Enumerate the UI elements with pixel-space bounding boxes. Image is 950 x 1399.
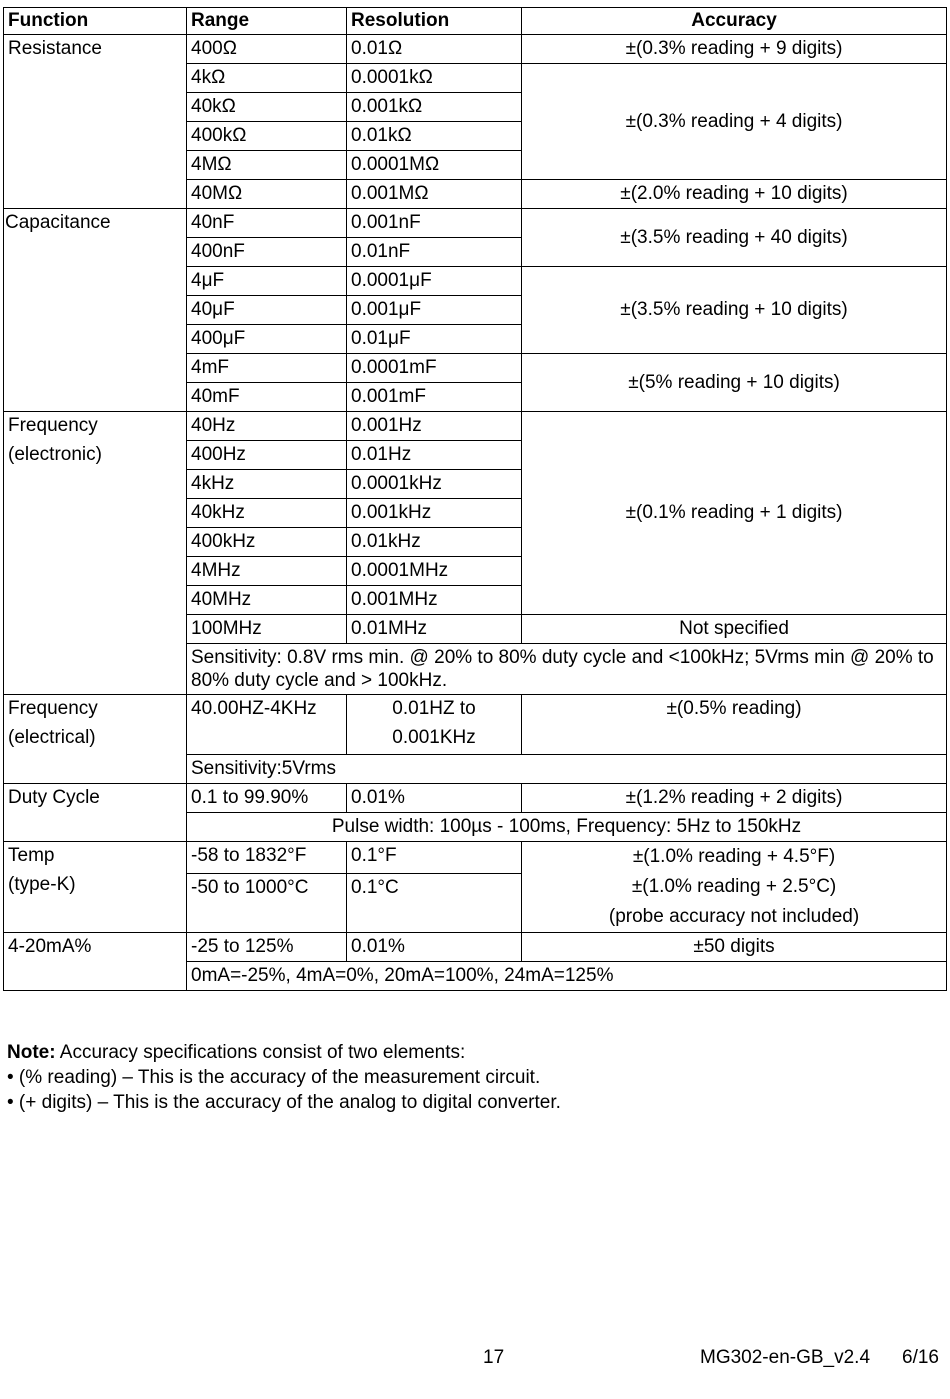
range-cell: 4μF (187, 267, 347, 296)
resolution-cell: 0.0001kΩ (347, 64, 522, 93)
page-number: 17 (483, 1347, 505, 1368)
note-label: Note: (7, 1042, 56, 1063)
accuracy-cell: ±(0.1% reading + 1 digits) (522, 412, 947, 615)
resolution-cell (347, 695, 522, 755)
range-cell: 40μF (187, 296, 347, 325)
resolution-cell: 0.0001MΩ (347, 151, 522, 180)
resolution-cell: 0.01MHz (347, 615, 522, 644)
range-cell: 4kΩ (187, 64, 347, 93)
range-cell: 40mF (187, 383, 347, 412)
resolution-cell: 0.001kHz (347, 499, 522, 528)
range-cell: 40Hz (187, 412, 347, 441)
resolution-cell: 0.01Ω (347, 35, 522, 64)
ma-mapping-note: 0mA=-25%, 4mA=0%, 20mA=100%, 24mA=125% (187, 962, 947, 991)
accuracy-cell: ±50 digits (522, 933, 947, 962)
range-cell: 4MHz (187, 557, 347, 586)
range-cell: 4mF (187, 354, 347, 383)
accuracy-cell: ±(0.3% reading + 4 digits) (522, 64, 947, 180)
header-accuracy: Accuracy (522, 8, 947, 35)
function-label: Temp (8, 845, 55, 866)
note-intro (7, 1040, 937, 1065)
range-cell: -50 to 1000°C (187, 874, 347, 933)
resolution-cell: 0.0001MHz (347, 557, 522, 586)
range-cell: 400Hz (187, 441, 347, 470)
range-cell: 4kHz (187, 470, 347, 499)
resolution-cell: 0.01kΩ (347, 122, 522, 151)
specifications-table (3, 7, 947, 991)
function-ma-percent: 4-20mA% (4, 933, 187, 991)
range-cell: 400μF (187, 325, 347, 354)
pulse-width-note: Pulse width: 100µs - 100ms, Frequency: 5Hz to 150kHz (187, 813, 947, 842)
table-row (4, 35, 947, 64)
range-cell: -25 to 125% (187, 933, 347, 962)
document-code: MG302-en-GB_v2.4 (700, 1347, 871, 1368)
range-cell: 40MHz (187, 586, 347, 615)
range-cell: 400kHz (187, 528, 347, 557)
table-row (4, 209, 947, 238)
sensitivity-note: Sensitivity: 0.8V rms min. @ 20% to 80% duty cycle and <100kHz; 5Vrms min @ 20% to 80% duty cycle and > 100kHz. (187, 644, 947, 695)
function-sublabel: (type-K) (8, 874, 76, 895)
table-row (4, 842, 947, 874)
resolution-cell: 0.001Hz (347, 412, 522, 441)
accuracy-cell: ±(5% reading + 10 digits) (522, 354, 947, 412)
function-frequency-electrical (4, 695, 187, 784)
accuracy-cell (522, 842, 947, 933)
function-resistance: Resistance (4, 35, 187, 209)
table-row (4, 695, 947, 755)
resolution-cell: 0.01kHz (347, 528, 522, 557)
resolution-cell: 0.01μF (347, 325, 522, 354)
sensitivity-note: Sensitivity:5Vrms (187, 755, 947, 784)
accuracy-cell: ±(3.5% reading + 40 digits) (522, 209, 947, 267)
range-cell: 40nF (187, 209, 347, 238)
range-cell: 40kHz (187, 499, 347, 528)
note-bullet: • (+ digits) – This is the accuracy of the analog to digital converter. (7, 1092, 561, 1113)
header-range: Range (187, 8, 347, 35)
function-capacitance: Capacitance (4, 209, 187, 412)
resolution-cell: 0.001MHz (347, 586, 522, 615)
range-cell: 40MΩ (187, 180, 347, 209)
resolution-cell: 0.01nF (347, 238, 522, 267)
table-row (4, 933, 947, 962)
function-label: Frequency (8, 415, 98, 436)
resolution-line: 0.001KHz (392, 727, 476, 748)
resolution-cell: 0.001nF (347, 209, 522, 238)
range-cell: 4MΩ (187, 151, 347, 180)
resolution-cell: 0.001MΩ (347, 180, 522, 209)
function-frequency-electronic (4, 412, 187, 695)
range-cell: 0.1 to 99.90% (187, 784, 347, 813)
accuracy-cell: Not specified (522, 615, 947, 644)
accuracy-cell: ±(3.5% reading + 10 digits) (522, 267, 947, 354)
resolution-cell: 0.0001μF (347, 267, 522, 296)
resolution-cell: 0.01Hz (347, 441, 522, 470)
resolution-cell: 0.001mF (347, 383, 522, 412)
accuracy-cell: ±(0.3% reading + 9 digits) (522, 35, 947, 64)
resolution-cell: 0.1°F (347, 842, 522, 874)
range-cell: 400Ω (187, 35, 347, 64)
range-cell: 100MHz (187, 615, 347, 644)
resolution-cell: 0.001μF (347, 296, 522, 325)
accuracy-line: (probe accuracy not included) (608, 906, 860, 927)
table-header-row (4, 8, 947, 35)
header-resolution: Resolution (347, 8, 522, 35)
accuracy-line: ±(1.0% reading + 4.5°F) (632, 846, 836, 867)
resolution-cell: 0.1°C (347, 874, 522, 933)
note-bullet: • (% reading) – This is the accuracy of the measurement circuit. (7, 1067, 541, 1088)
table-row (4, 412, 947, 441)
accuracy-line: ±(1.0% reading + 2.5°C) (631, 876, 837, 897)
accuracy-notes (7, 1040, 937, 1115)
resolution-cell: 0.01% (347, 784, 522, 813)
resolution-cell: 0.0001kHz (347, 470, 522, 499)
function-duty-cycle: Duty Cycle (4, 784, 187, 842)
header-function: Function (4, 8, 187, 35)
function-sublabel: (electronic) (8, 444, 102, 465)
range-cell: 400kΩ (187, 122, 347, 151)
range-cell: 40.00HZ-4KHz (187, 695, 347, 755)
accuracy-cell: ±(0.5% reading) (522, 695, 947, 755)
resolution-cell: 0.0001mF (347, 354, 522, 383)
function-temp (4, 842, 187, 933)
range-cell: -58 to 1832°F (187, 842, 347, 874)
resolution-cell: 0.01% (347, 933, 522, 962)
accuracy-cell: ±(1.2% reading + 2 digits) (522, 784, 947, 813)
table-row (4, 784, 947, 813)
range-cell: 400nF (187, 238, 347, 267)
resolution-line: 0.01HZ to (392, 698, 476, 719)
resolution-cell: 0.001kΩ (347, 93, 522, 122)
range-cell: 40kΩ (187, 93, 347, 122)
function-sublabel: (electrical) (8, 727, 96, 748)
accuracy-cell: ±(2.0% reading + 10 digits) (522, 180, 947, 209)
document-page: 6/16 (902, 1347, 939, 1368)
function-label: Frequency (8, 698, 98, 719)
note-intro-text: Accuracy specifications consist of two elements: (55, 1042, 466, 1063)
